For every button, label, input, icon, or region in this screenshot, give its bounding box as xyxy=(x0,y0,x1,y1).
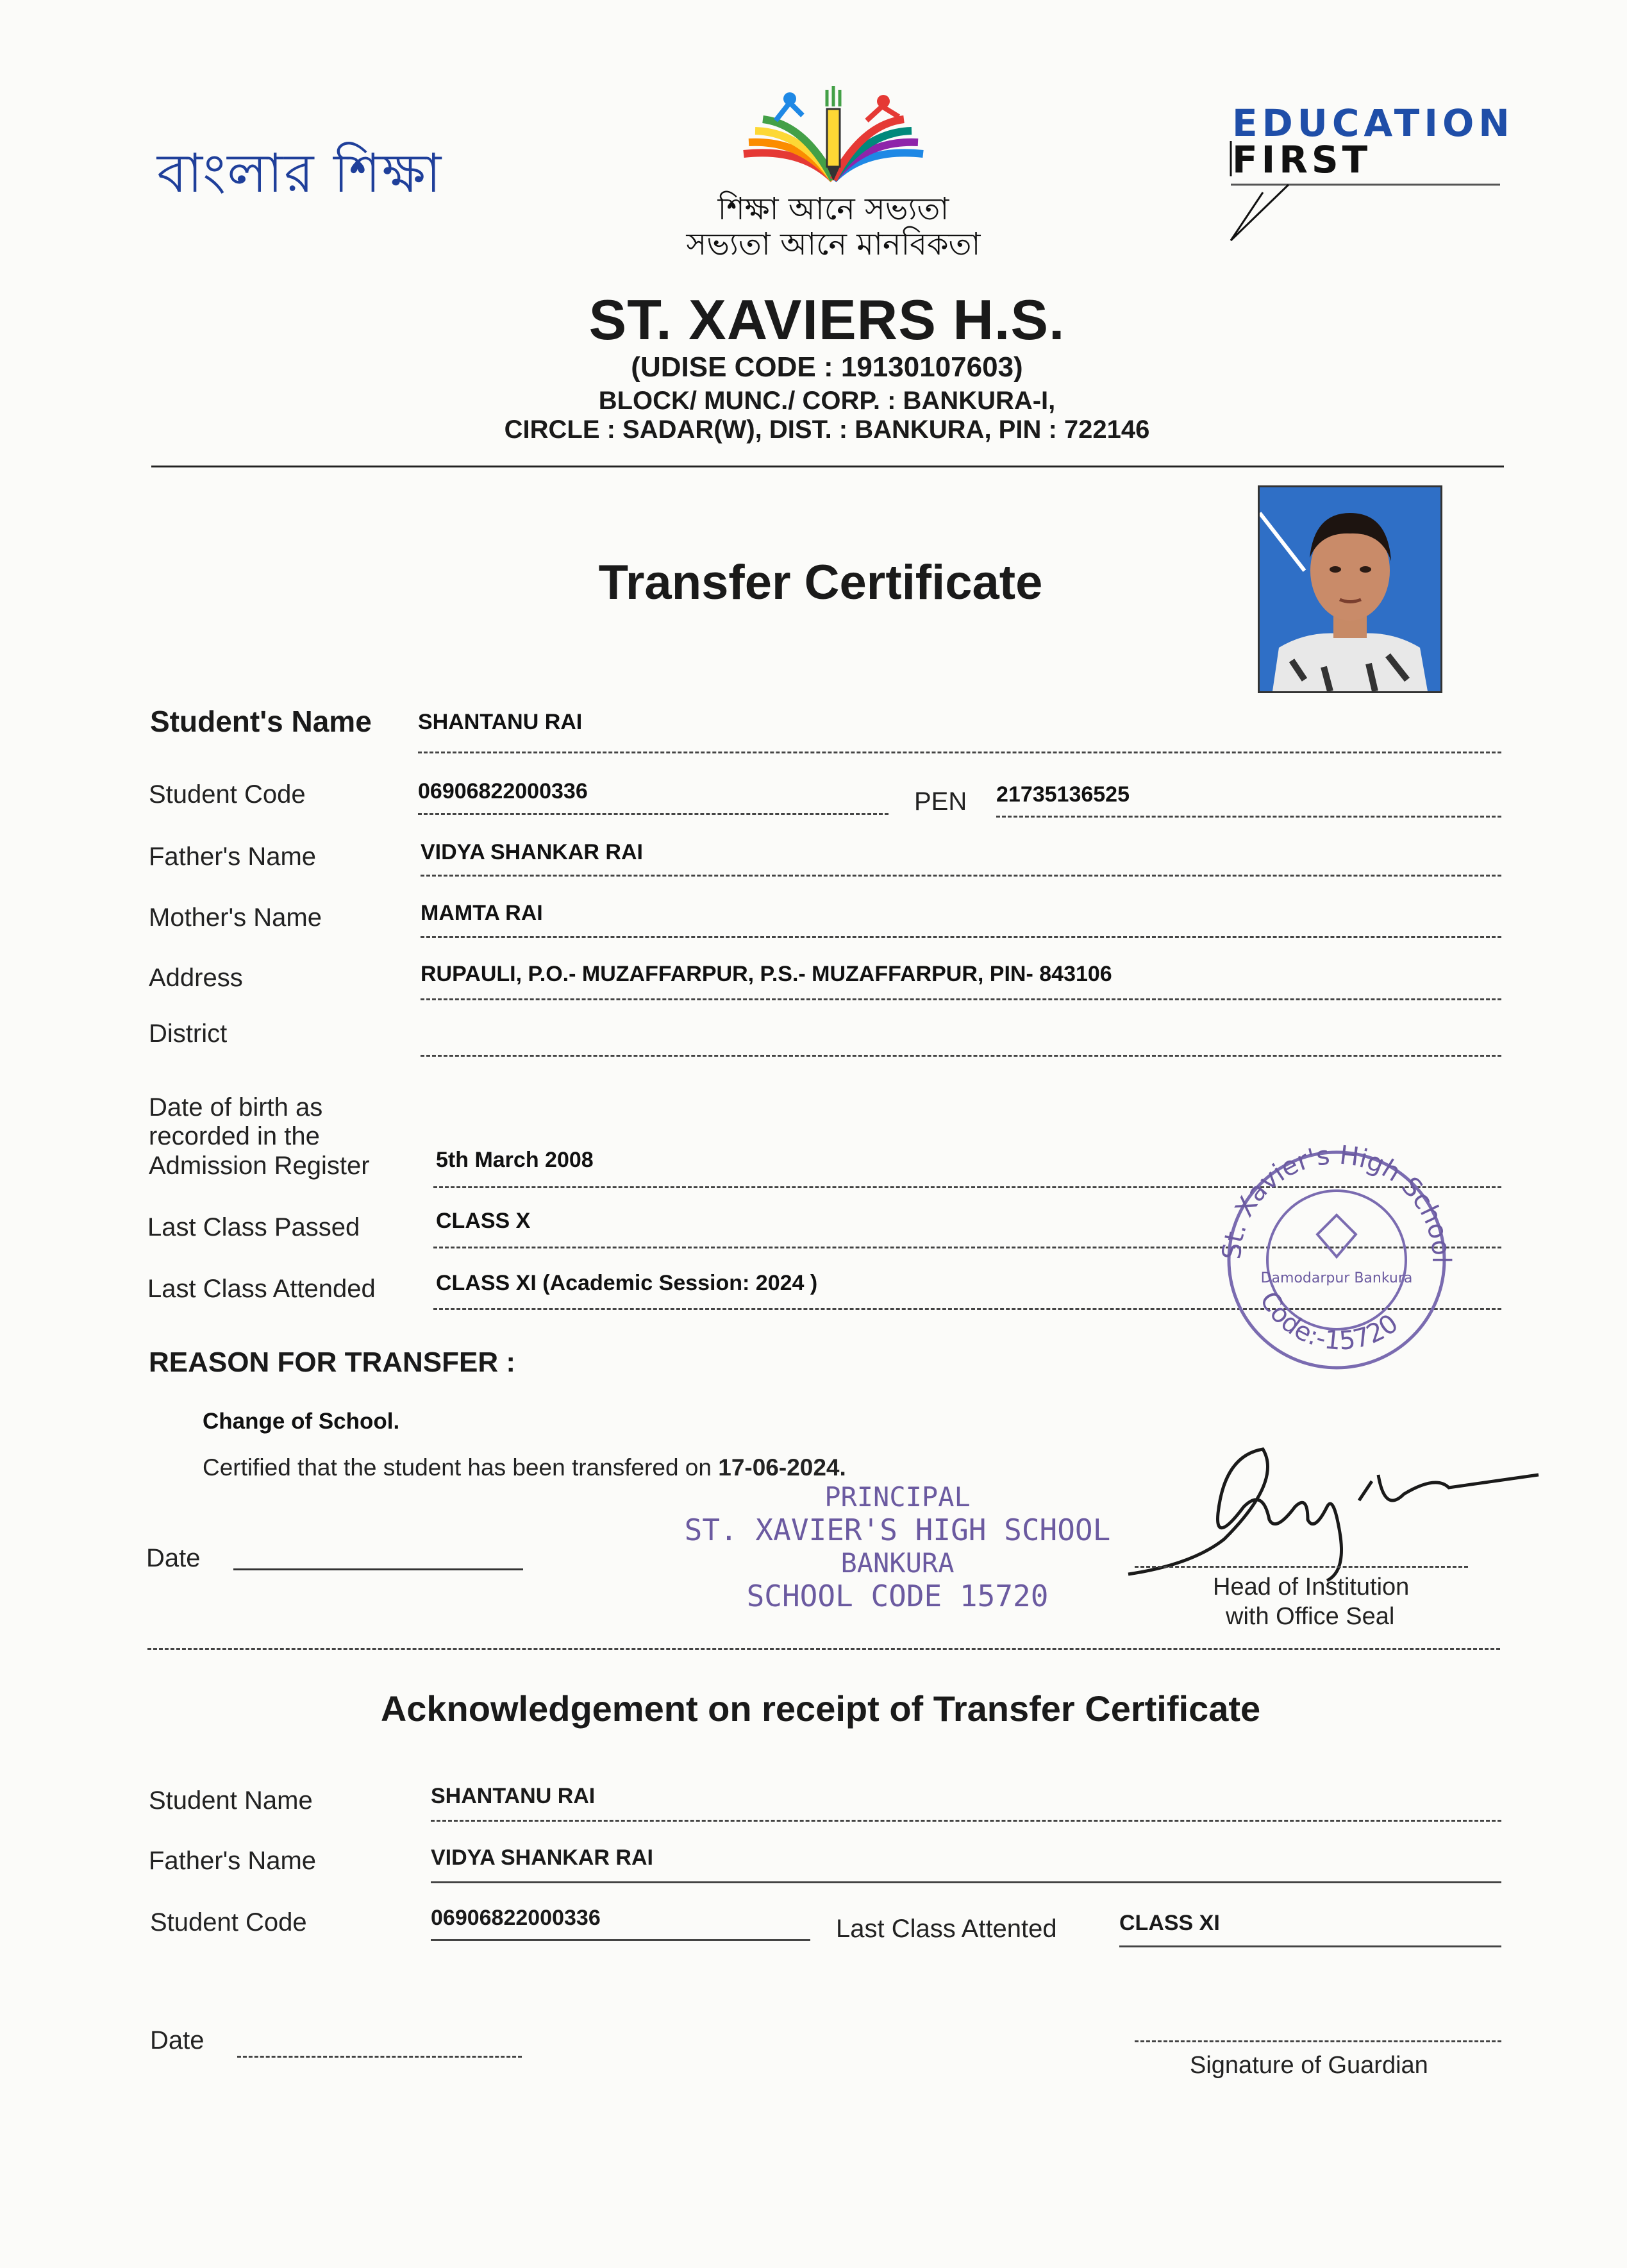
ack-father-name-value: VIDYA SHANKAR RAI xyxy=(431,1845,653,1870)
ack-last-class-value: CLASS XI xyxy=(1119,1911,1220,1935)
school-block: BLOCK/ MUNC./ CORP. : BANKURA-I, xyxy=(598,387,1056,415)
last-class-passed-value: CLASS X xyxy=(436,1209,531,1233)
pen-label: PEN xyxy=(914,787,967,816)
last-class-attended-value: CLASS XI (Academic Session: 2024 ) xyxy=(436,1271,818,1295)
principal-stamp-line-4: SCHOOL CODE 15720 xyxy=(746,1579,1049,1613)
father-name-line xyxy=(421,875,1501,877)
school-seal-stamp xyxy=(1215,1138,1458,1382)
reason-for-transfer-label: REASON FOR TRANSFER : xyxy=(149,1347,515,1378)
student-photo xyxy=(1258,485,1442,693)
ack-student-name-line xyxy=(431,1820,1501,1822)
principal-stamp-line-1: PRINCIPAL xyxy=(824,1481,971,1513)
principal-stamp-line-3: BANKURA xyxy=(840,1547,955,1579)
ack-student-code-value: 06906822000336 xyxy=(431,1906,601,1930)
slogan-line-1: শিক্ষা আনে সভ্যতা xyxy=(717,191,949,227)
ack-student-name-label: Student Name xyxy=(149,1786,313,1815)
father-name-value: VIDYA SHANKAR RAI xyxy=(421,840,643,864)
mother-name-value: MAMTA RAI xyxy=(421,901,543,925)
guardian-signature-line xyxy=(1135,2040,1501,2042)
header-divider xyxy=(151,466,1504,467)
tear-off-divider xyxy=(147,1648,1500,1650)
address-value: RUPAULI, P.O.- MUZAFFARPUR, P.S.- MUZAFFARPUR, PIN- 843106 xyxy=(421,962,1112,986)
acknowledgement-title: Acknowledgement on receipt of Transfer Certificate xyxy=(380,1688,1261,1729)
ack-student-code-label: Student Code xyxy=(150,1908,307,1936)
father-name-label: Father's Name xyxy=(149,843,317,871)
education-first-arrow-icon xyxy=(1218,128,1506,250)
seal-bottom-text: Code:-15720 xyxy=(1253,1286,1404,1356)
seal-middle-text: Damodarpur Bankura xyxy=(1260,1270,1413,1286)
transfer-date-value: 17-06-2024. xyxy=(718,1454,846,1481)
certified-statement xyxy=(203,1454,846,1481)
education-first-logo-line2: FIRST xyxy=(1232,138,1372,181)
guardian-signature-label: Signature of Guardian xyxy=(1190,2052,1428,2079)
dob-label-line-3: Admission Register xyxy=(149,1152,370,1180)
student-code-label: Student Code xyxy=(149,780,306,809)
slogan-line-2: সভ্যতা আনে মানবিকতা xyxy=(686,226,981,262)
pen-line xyxy=(996,816,1501,818)
head-of-institution-label-2: with Office Seal xyxy=(1226,1603,1395,1630)
seal-top-text: St. Xavier's High School xyxy=(1217,1140,1456,1264)
ack-date-line xyxy=(237,2056,522,2058)
ack-father-name-label: Father's Name xyxy=(149,1847,317,1875)
student-code-value: 06906822000336 xyxy=(418,779,588,803)
head-signature xyxy=(1115,1436,1551,1584)
pen-value: 21735136525 xyxy=(996,782,1130,807)
education-book-logo xyxy=(731,83,936,186)
certified-text: Certified that the student has been transfered on xyxy=(203,1454,719,1481)
date-label: Date xyxy=(146,1544,201,1572)
dob-value: 5th March 2008 xyxy=(436,1148,594,1172)
address-line xyxy=(421,998,1501,1000)
dob-label-line-1: Date of birth as xyxy=(149,1093,323,1121)
student-name-value: SHANTANU RAI xyxy=(418,710,583,734)
ack-last-class-line xyxy=(1119,1945,1501,1947)
mother-name-label: Mother's Name xyxy=(149,903,322,932)
ack-last-class-label: Last Class Attented xyxy=(836,1915,1057,1943)
last-class-attended-label: Last Class Attended xyxy=(147,1275,376,1303)
head-of-institution-label-1: Head of Institution xyxy=(1213,1574,1410,1600)
student-name-line xyxy=(418,752,1501,753)
head-signature-line xyxy=(1135,1566,1468,1568)
address-label: Address xyxy=(149,964,243,992)
ack-date-label: Date xyxy=(150,2026,204,2054)
school-circle: CIRCLE : SADAR(W), DIST. : BANKURA, PIN : 722146 xyxy=(504,416,1150,444)
reason-value: Change of School. xyxy=(203,1409,400,1434)
banglar-shiksha-logo-text: বাংলার শিক্ষা xyxy=(157,142,443,205)
ack-student-code-line xyxy=(431,1939,810,1941)
school-name: ST. XAVIERS H.S. xyxy=(588,288,1065,351)
mother-name-line xyxy=(421,936,1501,938)
ack-father-name-line xyxy=(431,1881,1501,1883)
student-code-line xyxy=(418,813,889,815)
udise-code: (UDISE CODE : 19130107603) xyxy=(631,351,1023,383)
last-class-passed-label: Last Class Passed xyxy=(147,1213,360,1241)
district-line xyxy=(421,1055,1501,1057)
certificate-title: Transfer Certificate xyxy=(598,555,1043,610)
district-label: District xyxy=(149,1020,228,1048)
student-name-label: Student's Name xyxy=(150,705,372,738)
principal-stamp-line-2: ST. XAVIER'S HIGH SCHOOL xyxy=(684,1513,1111,1547)
ack-student-name-value: SHANTANU RAI xyxy=(431,1784,596,1808)
education-first-logo-line1: EDUCATION xyxy=(1232,101,1514,145)
principal-stamp xyxy=(680,1481,1115,1613)
dob-label-line-2: recorded in the xyxy=(149,1122,320,1150)
date-line xyxy=(233,1568,523,1570)
